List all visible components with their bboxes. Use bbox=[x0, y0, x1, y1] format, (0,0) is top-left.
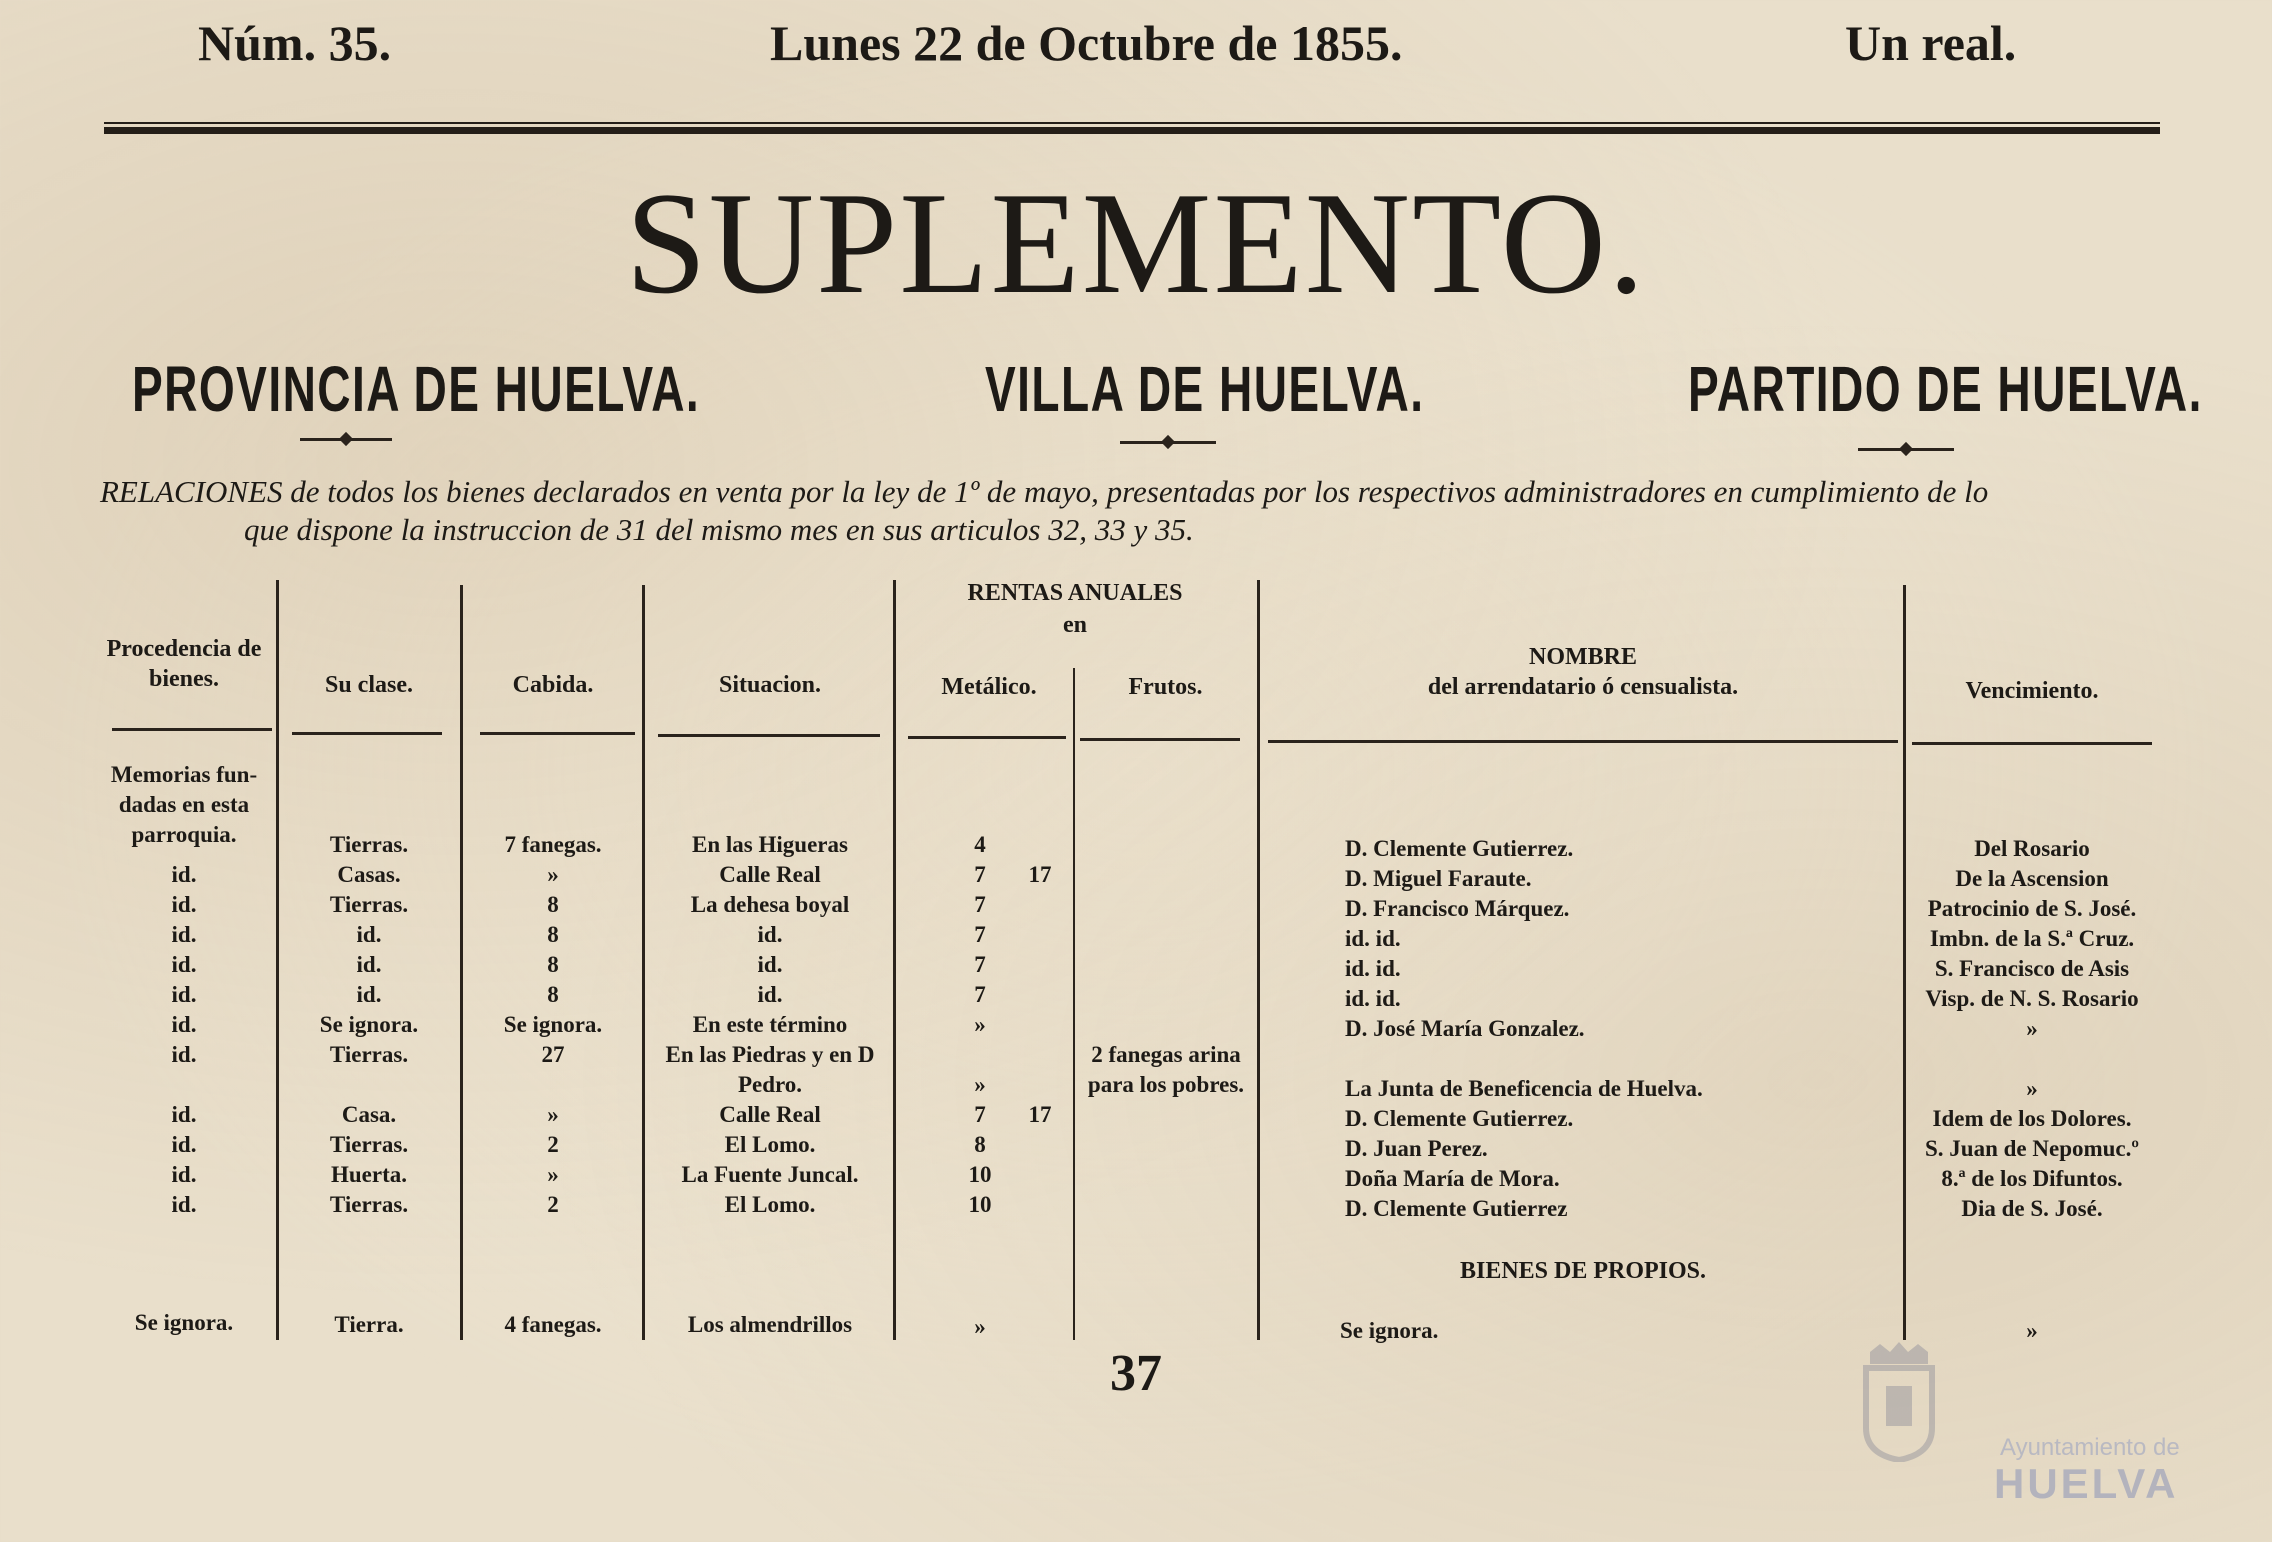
cell-clase: Se ignora. bbox=[319, 1012, 419, 1037]
masthead-rule-thin bbox=[104, 122, 2160, 124]
cell-situacion: El Lomo. bbox=[724, 1192, 816, 1217]
cell-cabida: 7 fanegas. bbox=[504, 832, 602, 857]
last-row-clase: Tierra. bbox=[334, 1312, 404, 1337]
cell-nombre: D. José María Gonzalez. bbox=[1345, 1016, 1585, 1041]
header-procedencia-2: bienes. bbox=[148, 666, 219, 692]
page-title: SUPLEMENTO. bbox=[625, 162, 1647, 324]
cell-vencimiento: Del Rosario bbox=[1974, 836, 2090, 861]
section-partido: PARTIDO DE HUELVA. bbox=[1688, 353, 2203, 425]
cell-cabida: » bbox=[547, 1102, 559, 1127]
cell-procedencia: id. bbox=[171, 892, 197, 917]
cell-situacion: En este término bbox=[692, 1012, 848, 1037]
intro-line-1: RELACIONES de todos los bienes declarados en venta por la ley de 1º de mayo, presentadas por los respectivos administradores en cumplimiento de lo bbox=[100, 474, 1989, 509]
cell-nombre: D. Clemente Gutierrez. bbox=[1345, 1106, 1574, 1131]
cell-clase: Tierras. bbox=[329, 832, 409, 857]
cell-metalico: 7 bbox=[974, 892, 986, 917]
cell-procedencia: id. bbox=[171, 1162, 197, 1187]
cell-clase: id. bbox=[356, 952, 382, 977]
section-villa: VILLA DE HUELVA. bbox=[985, 353, 1425, 425]
header-rule bbox=[480, 732, 635, 735]
cell-nombre: id. id. bbox=[1345, 986, 1401, 1011]
cell-nombre: La Junta de Beneficencia de Huelva. bbox=[1345, 1076, 1703, 1101]
cell-situacion: Calle Real bbox=[719, 1102, 821, 1127]
column-divider bbox=[893, 580, 896, 1340]
cell-clase: Tierras. bbox=[329, 1132, 409, 1157]
header-rule bbox=[112, 728, 272, 731]
header-frutos: Frutos. bbox=[1128, 674, 1203, 700]
issue-price: Un real. bbox=[1845, 15, 2017, 71]
cell-nombre: id. id. bbox=[1345, 956, 1401, 981]
last-row-vencimiento: » bbox=[2026, 1318, 2038, 1343]
ornament-divider bbox=[300, 438, 392, 441]
header-rule bbox=[1080, 738, 1240, 741]
issue-number: Núm. 35. bbox=[198, 15, 392, 71]
cell-metalico: 7 bbox=[974, 862, 986, 887]
coat-of-arms-icon bbox=[1858, 1342, 1940, 1462]
header-procedencia: Procedencia de bbox=[106, 636, 262, 662]
cell-clase: Casa. bbox=[341, 1102, 397, 1127]
watermark-ayuntamiento: Ayuntamiento de bbox=[2000, 1434, 2180, 1461]
cell-situacion: id. bbox=[757, 952, 783, 977]
cell-vencimiento: S. Francisco de Asis bbox=[1934, 956, 2130, 981]
cell-metalico: 8 bbox=[974, 1132, 986, 1157]
last-row-cabida: 4 fanegas. bbox=[504, 1312, 602, 1337]
cell-vencimiento: De la Ascension bbox=[1955, 866, 2109, 891]
cell-clase: Tierras. bbox=[329, 1042, 409, 1067]
cell-metalico-centimos: 17 bbox=[1028, 1102, 1052, 1127]
cell-clase: id. bbox=[356, 982, 382, 1007]
cell-vencimiento: Visp. de N. S. Rosario bbox=[1925, 986, 2139, 1011]
cell-metalico: 7 bbox=[974, 982, 986, 1007]
cell-metalico: 7 bbox=[974, 922, 986, 947]
cell-cabida: 8 bbox=[547, 892, 559, 917]
cell-clase: Huerta. bbox=[330, 1162, 407, 1187]
cell-vencimiento: » bbox=[2026, 1016, 2038, 1041]
header-vencimiento: Vencimiento. bbox=[1965, 678, 2099, 704]
cell-cabida: 8 bbox=[547, 922, 559, 947]
header-rentas-en: en bbox=[1063, 612, 1087, 638]
cell-procedencia: id. bbox=[171, 1012, 197, 1037]
page-number: 37 bbox=[1110, 1345, 1162, 1402]
header-situacion: Situacion. bbox=[718, 672, 822, 698]
cell-cabida: 2 bbox=[547, 1192, 559, 1217]
cell-metalico-centimos: 17 bbox=[1028, 862, 1052, 887]
cell-situacion: Pedro. bbox=[737, 1072, 803, 1097]
cell-procedencia: id. bbox=[171, 1132, 197, 1157]
cell-situacion: Calle Real bbox=[719, 862, 821, 887]
column-divider bbox=[1257, 580, 1260, 1340]
cell-procedencia: id. bbox=[171, 1102, 197, 1127]
cell-nombre: D. Miguel Faraute. bbox=[1345, 866, 1532, 891]
watermark-huelva: HUELVA bbox=[1994, 1460, 2179, 1507]
cell-vencimiento: Patrocinio de S. José. bbox=[1927, 896, 2137, 921]
column-divider bbox=[642, 585, 645, 1340]
cell-cabida: Se ignora. bbox=[503, 1012, 603, 1037]
cell-metalico: 10 bbox=[968, 1162, 992, 1187]
last-row-situacion: Los almendrillos bbox=[687, 1312, 853, 1337]
cell-cabida: » bbox=[547, 862, 559, 887]
cell-vencimiento: 8.ª de los Difuntos. bbox=[1941, 1166, 2123, 1191]
cell-vencimiento: S. Juan de Nepomuc.º bbox=[1925, 1136, 2139, 1161]
cell-procedencia: id. bbox=[171, 1042, 197, 1067]
cell-metalico: 7 bbox=[974, 1102, 986, 1127]
cell-vencimiento: Idem de los Dolores. bbox=[1932, 1106, 2132, 1131]
ornament-divider bbox=[1120, 441, 1216, 444]
cell-situacion: El Lomo. bbox=[724, 1132, 816, 1157]
ornament-divider bbox=[1858, 448, 1954, 451]
cell-metalico: » bbox=[974, 1072, 986, 1097]
cell-nombre: id. id. bbox=[1345, 926, 1401, 951]
cell-situacion: La dehesa boyal bbox=[690, 892, 850, 917]
cell-metalico: 10 bbox=[968, 1192, 992, 1217]
column-divider bbox=[460, 585, 463, 1340]
cell-frutos: 2 fanegas arina bbox=[1091, 1042, 1241, 1067]
cell-cabida: 27 bbox=[541, 1042, 565, 1067]
cell-situacion: La Fuente Juncal. bbox=[681, 1162, 859, 1187]
cell-nombre: D. Juan Perez. bbox=[1345, 1136, 1488, 1161]
cell-situacion: En las Piedras y en D bbox=[665, 1042, 875, 1067]
cell-clase: Tierras. bbox=[329, 1192, 409, 1217]
last-row-nombre: Se ignora. bbox=[1340, 1318, 1439, 1343]
header-metalico: Metálico. bbox=[941, 674, 1037, 700]
cell-metalico: » bbox=[974, 1012, 986, 1037]
cell-procedencia: id. bbox=[171, 862, 197, 887]
column-divider bbox=[1073, 668, 1075, 1340]
last-row-procedencia: Se ignora. bbox=[134, 1310, 234, 1335]
cell-situacion: id. bbox=[757, 922, 783, 947]
cell-metalico: 4 bbox=[974, 832, 986, 857]
cell-metalico: 7 bbox=[974, 952, 986, 977]
subheading-propios: BIENES DE PROPIOS. bbox=[1459, 1258, 1707, 1284]
header-rule bbox=[658, 734, 880, 737]
cell-frutos: para los pobres. bbox=[1087, 1072, 1245, 1097]
procedencia-line: parroquia. bbox=[131, 822, 237, 847]
header-rule bbox=[1912, 742, 2152, 745]
cell-vencimiento: » bbox=[2026, 1076, 2038, 1101]
cell-nombre: D. Francisco Márquez. bbox=[1345, 896, 1570, 921]
cell-clase: id. bbox=[356, 922, 382, 947]
cell-vencimiento: Imbn. de la S.ª Cruz. bbox=[1929, 926, 2135, 951]
header-rentas: RENTAS ANUALES bbox=[967, 580, 1183, 606]
cell-procedencia: id. bbox=[171, 982, 197, 1007]
cell-situacion: id. bbox=[757, 982, 783, 1007]
procedencia-line: Memorias fun- bbox=[110, 762, 258, 787]
column-divider bbox=[276, 580, 279, 1340]
cell-procedencia: id. bbox=[171, 922, 197, 947]
section-provincia: PROVINCIA DE HUELVA. bbox=[132, 353, 701, 425]
cell-situacion: En las Higueras bbox=[692, 832, 848, 857]
header-rule bbox=[908, 736, 1066, 739]
header-cabida: Cabida. bbox=[512, 672, 594, 698]
cell-clase: Casas. bbox=[337, 862, 401, 887]
cell-clase: Tierras. bbox=[329, 892, 409, 917]
header-nombre: NOMBRE bbox=[1529, 644, 1637, 670]
cell-vencimiento: Dia de S. José. bbox=[1961, 1196, 2103, 1221]
header-clase: Su clase. bbox=[324, 672, 413, 698]
cell-cabida: 8 bbox=[547, 982, 559, 1007]
cell-nombre: D. Clemente Gutierrez. bbox=[1345, 836, 1574, 861]
procedencia-line: dadas en esta bbox=[118, 792, 250, 817]
issue-date: Lunes 22 de Octubre de 1855. bbox=[770, 15, 1403, 71]
header-rule bbox=[292, 732, 442, 735]
cell-nombre: D. Clemente Gutierrez bbox=[1345, 1196, 1568, 1221]
cell-cabida: 2 bbox=[547, 1132, 559, 1157]
cell-cabida: 8 bbox=[547, 952, 559, 977]
cell-cabida: » bbox=[547, 1162, 559, 1187]
last-row-metalico: » bbox=[974, 1314, 986, 1339]
masthead-rule bbox=[104, 127, 2160, 134]
cell-procedencia: id. bbox=[171, 952, 197, 977]
header-nombre-2: del arrendatario ó censualista. bbox=[1427, 674, 1739, 700]
cell-nombre: Doña María de Mora. bbox=[1345, 1166, 1560, 1191]
column-divider bbox=[1903, 585, 1906, 1340]
cell-procedencia: id. bbox=[171, 1192, 197, 1217]
header-rule bbox=[1268, 740, 1898, 743]
intro-line-2: que dispone la instruccion de 31 del mismo mes en sus articulos 32, 33 y 35. bbox=[244, 512, 1194, 547]
